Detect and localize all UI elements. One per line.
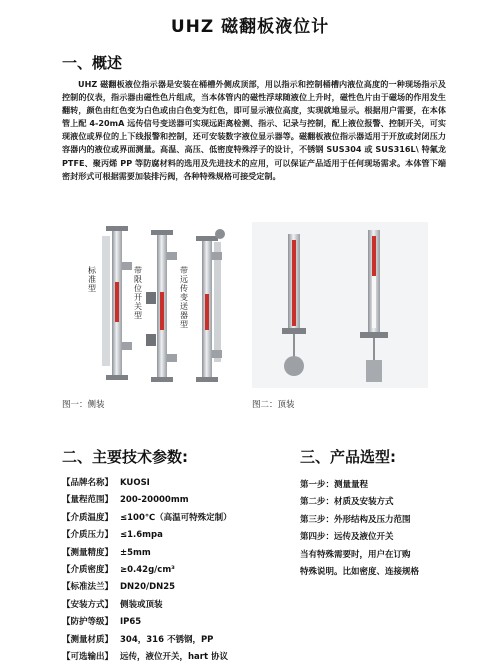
spec-key: 【可选输出】 <box>62 651 114 662</box>
top-gauge-left <box>282 234 306 376</box>
gauge-standard <box>102 226 132 380</box>
selection-steps <box>300 477 480 581</box>
spec-list <box>62 475 292 666</box>
spec-key: 【介质压力】 <box>62 530 114 541</box>
spec-item <box>62 632 292 649</box>
spec-value: 侧装或顶装 <box>120 599 163 610</box>
spec-value: ≤1.6mpa <box>120 530 163 541</box>
overview-paragraph: UHZ 磁翻板液位指示器是安装在桶槽外侧成顶部，用以指示和控制桶槽内液位高度的一种现场指示及控制的仪表，指示器由磁性色片组成，当本体管内的磁性浮球随液位上升时，磁性色片由于磁场的作用发生翻转，颜色由红色变为白色或由白色变为红色，即可显示液位高度，实现就地显示。根据用户需要，在本体管上配 4-20mA 远传信号变送器可实现远距离检测、指示、记录与控制，配上液位报警、控制开关，可实现液位或界位的上下线报警和控制，还可安装数字液位显示器等。磁翻板液位指示器适用于开放或封闭压力容器内的液位或界面测量。高温、高压、低密度特殊浮子的设计，不锈钢 SUS304 或 SUS316L\ 特氟龙 PTFE、聚丙烯 PP 等防腐材料的选用及先进技术的应用，可以保证产品适用于任何现场需求。本体管下端密封形式可根据需要加装排污阀，各种特殊规格可接受定制。 <box>62 79 446 181</box>
selection-step: 第二步：材质及安装方式 <box>300 497 394 508</box>
spec-value: 远传，液位开关，hart 协议 <box>120 651 229 662</box>
spec-key: 【介质温度】 <box>62 512 114 523</box>
spec-value: IP65 <box>120 617 142 628</box>
spec-value: 304，316 不锈钢，PP <box>120 634 214 645</box>
spec-value: KUOSI <box>120 478 150 488</box>
caption-side-mount: 图一：侧装 <box>62 400 105 410</box>
top-gauge-right <box>360 230 388 382</box>
side-mount-photo <box>62 222 238 388</box>
section-heading-specs: 二、主要技术参数: <box>62 448 188 466</box>
spec-item <box>62 492 292 509</box>
spec-item <box>62 579 292 596</box>
gauge-transmitter <box>196 229 225 382</box>
spec-key: 【防护等级】 <box>62 617 114 628</box>
spec-item <box>62 475 292 492</box>
spec-value: ±5mm <box>120 547 151 558</box>
spec-key: 【品牌名称】 <box>62 478 114 488</box>
spec-item <box>62 614 292 631</box>
selection-step: 第三步：外形结构及压力范围 <box>300 514 411 525</box>
spec-item <box>62 562 292 579</box>
spec-value: ≤100℃（高温可特殊定制） <box>120 512 232 523</box>
selection-step: 第四步：远传及液位开关 <box>300 532 394 543</box>
spec-key: 【安装方式】 <box>62 599 114 610</box>
spec-item <box>62 545 292 562</box>
spec-key: 【测量精度】 <box>62 547 114 558</box>
label-transmitter: 带远传变送器型 <box>180 266 188 329</box>
selection-step: 特殊说明。比如密度、连接规格 <box>300 566 420 577</box>
selection-step: 第一步：测量量程 <box>300 480 369 490</box>
spec-value: ≥0.42g/cm³ <box>120 564 175 575</box>
spec-key: 【测量材质】 <box>62 634 114 645</box>
spec-value: DN20/DN25 <box>120 582 176 593</box>
spec-item <box>62 527 292 544</box>
gauge-limit-switch <box>146 230 177 382</box>
spec-key: 【量程范围】 <box>62 495 114 506</box>
spec-item <box>62 649 292 666</box>
spec-item <box>62 510 292 527</box>
section-heading-overview: 一、概述 <box>62 54 123 72</box>
spec-key: 【介质密度】 <box>62 564 114 575</box>
section-heading-selection: 三、产品选型: <box>300 448 396 466</box>
label-standard: 标准型 <box>88 266 96 293</box>
document-title: UHZ 磁翻板液位计 <box>170 17 330 37</box>
spec-item <box>62 597 292 614</box>
caption-top-mount: 图二：顶装 <box>252 400 295 410</box>
top-mount-photo <box>252 222 428 388</box>
selection-step: 当有特殊需要时，用户在订购 <box>300 549 411 560</box>
spec-key: 【标准法兰】 <box>62 582 114 593</box>
spec-value: 200-20000mm <box>120 495 189 506</box>
label-limit-switch: 带限位开关型 <box>134 266 142 320</box>
